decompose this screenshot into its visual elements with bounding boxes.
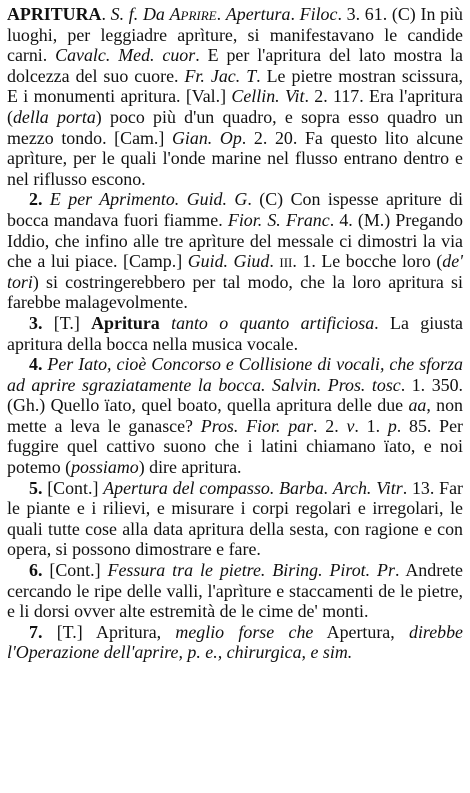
text-run: [Cont.] — [42, 560, 108, 581]
sense-number: 6. — [29, 560, 43, 581]
text-run: . 1. 350. (Gh.) Quello ïato, quel boato, quella apritura delle due — [7, 374, 463, 416]
text-run: ) poco più d'un quadro, e sopra esso quadro un mezzo tondo. [Cam.] — [7, 106, 464, 148]
text-run: . — [101, 4, 111, 24]
source-reference: Fior. S. Franc — [227, 209, 330, 230]
text-run: [T.] Apritura, — [42, 621, 176, 642]
source-reference: Fr. Jac. T — [184, 65, 257, 86]
source-reference: Guid. Giud — [187, 251, 270, 272]
entry-definition-3 — [7, 313, 463, 354]
text-run: . La giusta apritura della bocca nella musica vocale. — [7, 312, 463, 354]
source-reference: Cellin. Vit — [231, 86, 305, 107]
sense-number: 5. — [29, 477, 43, 498]
text-run: . 85. Per fuggire quel cattivo suono che i latini chiamano ïato, e noi potemo ( — [7, 415, 464, 478]
text-run: . E per l'apritura del lato mostra la dolcezza del suo cuore. — [7, 45, 463, 86]
entry-definition-7 — [7, 622, 463, 663]
sense-definition: tanto o quanto artificiosa — [171, 312, 375, 333]
entry-headword: APRITURA — [7, 4, 102, 24]
text-run: . 2. 117. Era l'apritura ( — [7, 86, 463, 127]
entry-definition-1 — [7, 4, 463, 189]
text-run: . 1. Le bocche loro ( — [292, 251, 443, 272]
text-run: . 2. — [313, 415, 347, 436]
parenthetical-gloss: possiamo — [71, 457, 139, 478]
etymology-word: Aprire — [169, 4, 217, 24]
text-run: . (C) Con ispesse apriture di bocca mandava fuori fiamme. — [7, 189, 463, 230]
parenthetical-gloss: de' tori — [7, 251, 464, 292]
text-run: . 3. 61. (C) In più luoghi, per leggiadre aprìture, si manifestavano le candide carni. — [7, 4, 463, 66]
text-run: [T.] — [42, 312, 92, 333]
sense-definition: direbbe l'Operazione dell'aprire, p. e., chirurgica, e sim. — [7, 621, 464, 663]
text-run: . 4. (M.) Pregando Iddio, che infino alle tre aprìture del messale ci dimostri la via che a lui piace. [Camp.] — [7, 209, 463, 272]
text-run: . Le pietre mostran scissura, E i monumenti apritura. [Val.] — [7, 65, 463, 107]
sense-number: 4. — [29, 354, 43, 375]
source-reference: Filoc — [299, 4, 338, 24]
source-reference: Pros. Fior. par — [200, 415, 314, 436]
sense-definition: meglio forse che — [175, 621, 314, 642]
text-run: . 1. — [354, 415, 388, 436]
source-reference: Cavalc. Med. cuor — [55, 45, 196, 66]
entry-definition-5 — [7, 478, 463, 560]
sense-definition: Apertura del compasso. Barba. Arch. Vitr — [103, 477, 403, 498]
entry-definition-6 — [7, 560, 463, 622]
source-reference: v — [346, 415, 355, 436]
source-reference: p — [387, 415, 397, 436]
example-word: aa — [408, 395, 427, 416]
text-run: . — [269, 251, 280, 272]
text-run: . 13. Far le piante e i rilievi, e misurare i corpi regolari e irregolari, le quali tutte cose alla data apritura della sesta, con ragione e con opera, si possono dimostrare e fare. — [7, 477, 463, 560]
entry-definition-2 — [7, 189, 463, 313]
gloss: Apertura — [225, 4, 291, 24]
sense-definition: Fessura tra le pietre. Biring. Pirot. Pr — [107, 560, 395, 581]
text-run: . Andrete cercando le ripe delle valli, l'aprìture e staccamenti de le pietre, e li dorsi ovver alte estremità de le cime de' monti. — [7, 560, 464, 622]
entry-definition-4 — [7, 354, 463, 478]
text-run: ) dire apritura. — [138, 457, 242, 478]
text-run: . — [290, 4, 300, 24]
sense-definition: E per Aprimento. Guid. G — [49, 189, 248, 210]
text-run: [Cont.] — [42, 477, 104, 498]
text-run: . — [216, 4, 226, 24]
roman-numeral: iii — [279, 251, 293, 272]
text-run: , non mette a leva le ganasce? — [7, 395, 463, 436]
sense-definition: Per Iato, cioè Concorso e Collisione di vocali, che sforza ad aprire sgraziatamente la bocca. Salvin. Pros. tosc — [7, 354, 463, 395]
sense-number: 3. — [29, 312, 43, 333]
grammar-label: S. f. Da — [110, 4, 170, 24]
sense-headword: Apritura — [91, 312, 160, 333]
sense-number: 2. — [29, 189, 43, 210]
source-reference: Gian. Op — [172, 127, 242, 148]
text-run: Apertura, — [313, 621, 410, 642]
sense-number: 7. — [29, 621, 43, 642]
text-run: . 2. 20. Fa questo lito alcune aprìture, per le quali l'onde marine nel flusso entrano dentro e nel riflusso escono. — [7, 127, 464, 189]
parenthetical-gloss: della porta — [12, 106, 96, 127]
text-run: ) si costringerebbero per tal modo, che la loro apritura si farebbe malagevolmente. — [7, 271, 463, 313]
